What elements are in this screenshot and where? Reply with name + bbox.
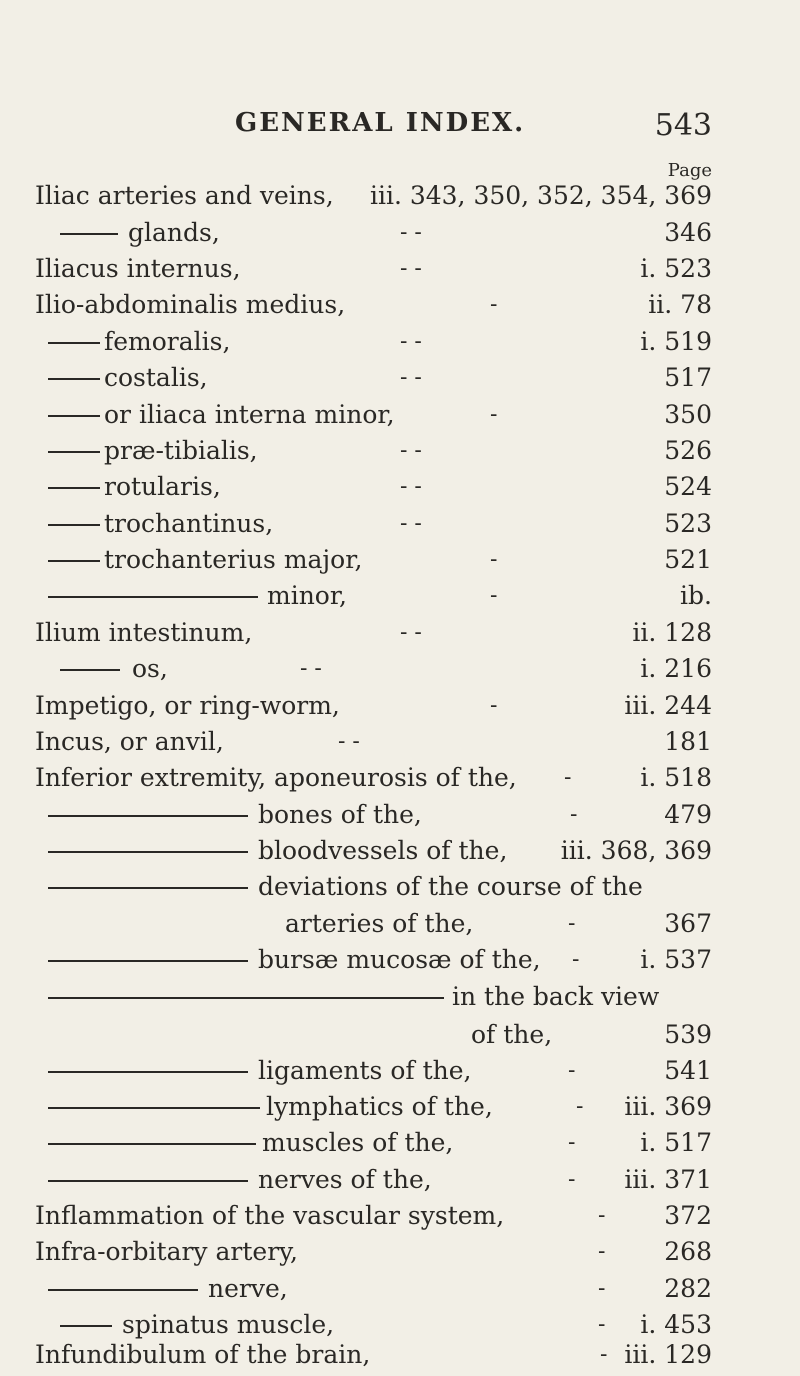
ditto-dash <box>48 342 100 344</box>
entry-label: Ilium intestinum, <box>35 618 253 647</box>
entry-page-ref: ii. 78 <box>648 290 712 319</box>
ditto-marks: - <box>600 1342 608 1367</box>
entry-page-ref: iii. 343, 350, 352, 354, 369 <box>369 181 712 210</box>
entry-label: spinatus muscle, <box>122 1310 335 1339</box>
index-entry <box>0 1089 800 1125</box>
entry-label: bursæ mucosæ of the, <box>258 945 541 974</box>
entry-page-ref: 541 <box>664 1056 712 1085</box>
ditto-marks: - <box>598 1276 606 1301</box>
entry-page-ref: 524 <box>664 472 712 501</box>
entry-label: lymphatics of the, <box>266 1092 493 1121</box>
ditto-marks: - <box>576 1094 584 1119</box>
entry-page-ref: i. 517 <box>640 1128 712 1157</box>
entry-page-ref: 517 <box>664 363 712 392</box>
index-entry <box>0 833 800 869</box>
ditto-dash <box>48 451 100 453</box>
ditto-dash <box>48 1107 260 1109</box>
entry-label: costalis, <box>104 363 208 392</box>
entry-page-ref: 526 <box>664 436 712 465</box>
ditto-marks: - - <box>400 511 422 536</box>
ditto-dash <box>48 487 100 489</box>
ditto-marks: - <box>598 1312 606 1337</box>
ditto-dash <box>48 960 248 962</box>
entry-label: os, <box>132 654 168 683</box>
entry-label: or iliaca interna minor, <box>104 400 395 429</box>
entry-page-ref: i. 518 <box>640 763 712 792</box>
entry-label: femoralis, <box>104 327 231 356</box>
ditto-marks: - - <box>400 438 422 463</box>
index-entry <box>0 869 800 905</box>
entry-page-ref: 282 <box>664 1274 712 1303</box>
entry-page-ref: 268 <box>664 1237 712 1266</box>
entry-label: nerves of the, <box>258 1165 432 1194</box>
entry-page-ref: 479 <box>664 800 712 829</box>
ditto-dash <box>48 997 444 999</box>
entry-label: arteries of the, <box>285 909 474 938</box>
ditto-dash <box>48 1289 198 1291</box>
index-entry <box>0 1271 800 1307</box>
index-entry <box>0 469 800 505</box>
ditto-marks: - <box>572 947 580 972</box>
running-title: GENERAL INDEX. <box>235 108 526 138</box>
entry-label: trochantinus, <box>104 509 274 538</box>
ditto-marks: - <box>568 911 576 936</box>
ditto-dash <box>48 524 100 526</box>
ditto-marks: - <box>564 765 572 790</box>
index-entry <box>0 615 800 651</box>
ditto-dash <box>48 1180 248 1182</box>
ditto-dash <box>48 815 248 817</box>
index-entry <box>0 1053 800 1089</box>
ditto-dash <box>48 378 100 380</box>
entry-label: nerve, <box>208 1274 288 1303</box>
entry-label: Impetigo, or ring-worm, <box>35 691 340 720</box>
page-column-heading: Page <box>667 160 712 181</box>
index-entry <box>0 1234 800 1270</box>
entry-page-ref: iii. 368, 369 <box>560 836 712 865</box>
ditto-dash <box>48 1071 248 1073</box>
entry-page-ref: i. 523 <box>640 254 712 283</box>
index-entry <box>0 178 800 214</box>
index-entry <box>0 433 800 469</box>
ditto-marks: - - <box>400 620 422 645</box>
ditto-dash <box>48 851 248 853</box>
index-entry <box>0 1162 800 1198</box>
entry-page-ref: iii. 369 <box>624 1092 712 1121</box>
page-header <box>0 108 800 148</box>
entry-label: Inferior extremity, aponeurosis of the, <box>35 763 517 792</box>
ditto-marks: - <box>568 1058 576 1083</box>
index-entry <box>0 1017 800 1053</box>
entry-label: Iliac arteries and veins, <box>35 181 334 210</box>
index-entry <box>0 506 800 542</box>
entry-label: Iliacus internus, <box>35 254 241 283</box>
ditto-dash <box>48 596 258 598</box>
index-entry <box>0 287 800 323</box>
index-entry <box>0 979 800 1015</box>
entry-label: trochanterius major, <box>104 545 363 574</box>
entry-label: Ilio-abdominalis medius, <box>35 290 346 319</box>
entry-page-ref: i. 216 <box>640 654 712 683</box>
entry-label: minor, <box>267 581 348 610</box>
entry-label: præ-tibialis, <box>104 436 258 465</box>
index-entry <box>0 1337 800 1373</box>
index-entry <box>0 651 800 687</box>
entry-page-ref: iii. 129 <box>624 1340 712 1369</box>
index-entry <box>0 724 800 760</box>
ditto-dash <box>60 1325 112 1327</box>
entry-label: Incus, or anvil, <box>35 727 224 756</box>
ditto-marks: - <box>490 402 498 427</box>
ditto-dash <box>48 560 100 562</box>
index-entry <box>0 1125 800 1161</box>
ditto-marks: - - <box>338 729 360 754</box>
entry-label: Inflammation of the vascular system, <box>35 1201 505 1230</box>
ditto-dash <box>48 415 100 417</box>
entry-label: in the back view <box>452 982 660 1011</box>
entry-page-ref: i. 537 <box>640 945 712 974</box>
ditto-dash <box>60 233 118 235</box>
entry-page-ref: 521 <box>664 545 712 574</box>
index-entry <box>0 578 800 614</box>
ditto-marks: - <box>490 693 498 718</box>
entry-page-ref: 367 <box>664 909 712 938</box>
entry-label: bloodvessels of the, <box>258 836 508 865</box>
entry-label: rotularis, <box>104 472 221 501</box>
entry-label: glands, <box>128 218 220 247</box>
ditto-marks: - - <box>400 329 422 354</box>
index-entry <box>0 215 800 251</box>
entry-label: Infundibulum of the brain, <box>35 1340 371 1369</box>
entry-page-ref: 539 <box>664 1020 712 1049</box>
ditto-marks: - <box>570 802 578 827</box>
ditto-dash <box>48 887 248 889</box>
entry-label: ligaments of the, <box>258 1056 472 1085</box>
ditto-marks: - <box>568 1130 576 1155</box>
index-entry <box>0 542 800 578</box>
index-entry <box>0 760 800 796</box>
index-entry <box>0 1198 800 1234</box>
ditto-marks: - - <box>400 256 422 281</box>
page-number: 543 <box>654 108 712 143</box>
entry-page-ref: iii. 371 <box>624 1165 712 1194</box>
entry-page-ref: 350 <box>664 400 712 429</box>
entry-page-ref: ii. 128 <box>632 618 712 647</box>
index-entry <box>0 324 800 360</box>
index-entry <box>0 360 800 396</box>
ditto-marks: - - <box>300 656 322 681</box>
entry-page-ref: iii. 244 <box>624 691 712 720</box>
ditto-marks: - <box>598 1203 606 1228</box>
index-entry <box>0 906 800 942</box>
ditto-marks: - - <box>400 365 422 390</box>
index-entry <box>0 942 800 978</box>
entry-page-ref: i. 519 <box>640 327 712 356</box>
entry-label: deviations of the course of the <box>258 872 643 901</box>
entry-label: bones of the, <box>258 800 422 829</box>
ditto-marks: - <box>490 583 498 608</box>
index-entry <box>0 797 800 833</box>
entry-label: of the, <box>471 1020 553 1049</box>
entry-page-ref: ib. <box>680 581 712 610</box>
entry-page-ref: 372 <box>664 1201 712 1230</box>
entry-label: Infra-orbitary artery, <box>35 1237 298 1266</box>
entry-page-ref: 181 <box>664 727 712 756</box>
index-entry <box>0 251 800 287</box>
ditto-dash <box>48 1143 256 1145</box>
ditto-dash <box>60 669 120 671</box>
entry-page-ref: i. 453 <box>640 1310 712 1339</box>
ditto-marks: - <box>490 292 498 317</box>
entry-label: muscles of the, <box>262 1128 454 1157</box>
index-entry <box>0 397 800 433</box>
ditto-marks: - <box>490 547 498 572</box>
ditto-marks: - - <box>400 220 422 245</box>
ditto-marks: - - <box>400 474 422 499</box>
ditto-marks: - <box>568 1167 576 1192</box>
ditto-marks: - <box>598 1239 606 1264</box>
entry-page-ref: 346 <box>664 218 712 247</box>
index-entry <box>0 688 800 724</box>
entry-page-ref: 523 <box>664 509 712 538</box>
